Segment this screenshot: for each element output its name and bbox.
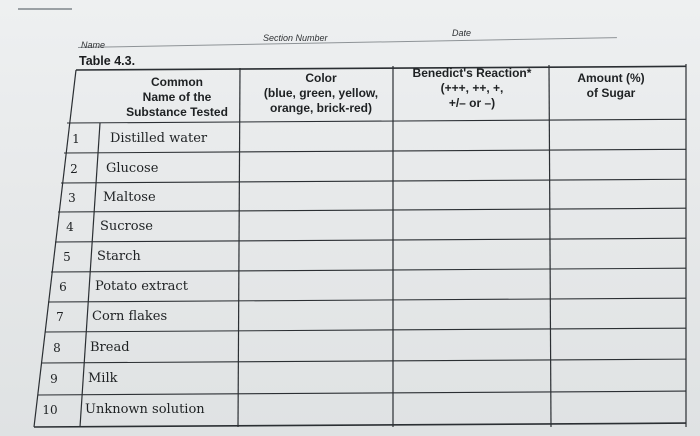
substance-sucrose: Sucrose [100, 219, 153, 234]
table-row-rule [34, 423, 686, 427]
substance-unknown-solution: Unknown solution [85, 402, 205, 417]
column-header-substance: Common Name of the Substance Tested [126, 75, 228, 119]
table-row-rule [42, 359, 686, 363]
row-number-6: 6 [59, 280, 67, 294]
column-header-amount-sugar: Amount (%) of Sugar [577, 71, 645, 100]
row-number-10: 10 [42, 403, 58, 417]
table-column-rule [549, 65, 551, 427]
row-number-1: 1 [72, 132, 80, 146]
row-number-9: 9 [50, 372, 58, 386]
table-row-rule [48, 298, 686, 302]
row-number-5: 5 [63, 250, 71, 264]
substance-milk: Milk [88, 371, 118, 386]
table-title: Table 4.3. [79, 54, 136, 68]
name-label: Name [81, 40, 106, 50]
substance-maltose: Maltose [103, 190, 156, 205]
row-number-4: 4 [66, 220, 74, 234]
column-header-benedicts-reaction: Benedict's Reaction* (+++, ++, +, +/– or –) [412, 66, 532, 110]
table-row-rule [61, 179, 686, 183]
substance-potato-extract: Potato extract [95, 279, 188, 294]
substance-bread: Bread [90, 340, 130, 355]
substance-starch: Starch [97, 249, 141, 264]
column-header-color: Color (blue, green, yellow, orange, brick-red) [263, 71, 379, 115]
row-number-3: 3 [68, 191, 76, 205]
row-number-7: 7 [56, 310, 64, 324]
table-row-rule [55, 238, 686, 242]
substance-corn-flakes: Corn flakes [92, 309, 168, 324]
table-row-rule [45, 328, 686, 332]
section-number-label: Section Number [263, 33, 328, 43]
table-row-rule [58, 208, 686, 212]
table-row-rule [64, 149, 686, 153]
row-number-2: 2 [70, 162, 78, 176]
table-row-rule [51, 268, 686, 272]
date-label: Date [452, 28, 472, 38]
table-row-rule [76, 66, 686, 70]
row-number-8: 8 [53, 341, 61, 355]
substance-distilled-water: Distilled water [110, 131, 208, 146]
table-row-rule [38, 391, 686, 395]
substance-glucose: Glucose [106, 161, 159, 176]
